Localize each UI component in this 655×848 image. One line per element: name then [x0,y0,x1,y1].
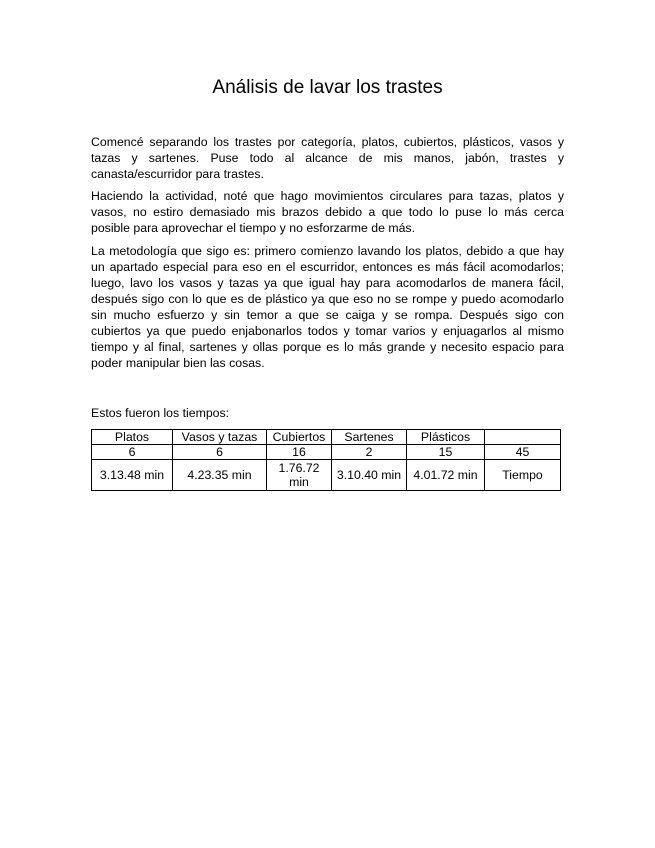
time-cell: 1.76.72 min [267,460,332,491]
count-cell: 2 [332,445,407,460]
times-table [91,429,561,491]
time-cell: 3.10.40 min [332,460,407,491]
table-header-row [92,430,561,445]
table-caption: Estos fueron los tiempos: [91,406,230,420]
header-cell: Plásticos [407,430,485,445]
paragraph-3: La metodología que sigo es: primero comienzo lavando los platos, debido a que hay un apartado especial para eso en el escurridor, entonces es más fácil acomodarlos; luego, lavo los vasos y tazas ya que igual hay para acomodarlos de manera fácil, después sigo con lo que es de plástico ya que eso no se rompe y puedo acomodarlo sin mucho esfuerzo y sin temor a que se caiga y se rompa. Después sigo con cubiertos ya que puedo enjabonarlos todos y tomar varios y enjuagarlos al mismo tiempo y al final, sartenes y ollas porque es lo más grande y necesito espacio para poder manipular bien las cosas. [91,244,564,370]
count-cell: 45 [485,445,561,460]
header-cell: Cubiertos [267,430,332,445]
table-row [92,445,561,460]
header-cell [485,430,561,445]
table-row [92,460,561,491]
count-cell: 15 [407,445,485,460]
document-title: Análisis de lavar los trastes [212,77,443,98]
count-cell: 6 [92,445,173,460]
time-cell: Tiempo [485,460,561,491]
time-cell: 4.23.35 min [173,460,267,491]
count-cell: 6 [173,445,267,460]
paragraph-2: Haciendo la actividad, noté que hago movimientos circulares para tazas, platos y vasos, no estiro demasiado mis brazos debido a que todo lo puse lo más cerca posible para aprovechar el tiempo y no esforzarme de más. [91,189,564,235]
header-cell: Sartenes [332,430,407,445]
time-cell: 4.01.72 min [407,460,485,491]
paragraph-1: Comencé separando los trastes por categoría, platos, cubiertos, plásticos, vasos y tazas y sartenes. Puse todo al alcance de mis manos, jabón, trastes y canasta/escurridor para trastes. [91,135,564,181]
time-cell: 3.13.48 min [92,460,173,491]
count-cell: 16 [267,445,332,460]
header-cell: Platos [92,430,173,445]
header-cell: Vasos y tazas [173,430,267,445]
